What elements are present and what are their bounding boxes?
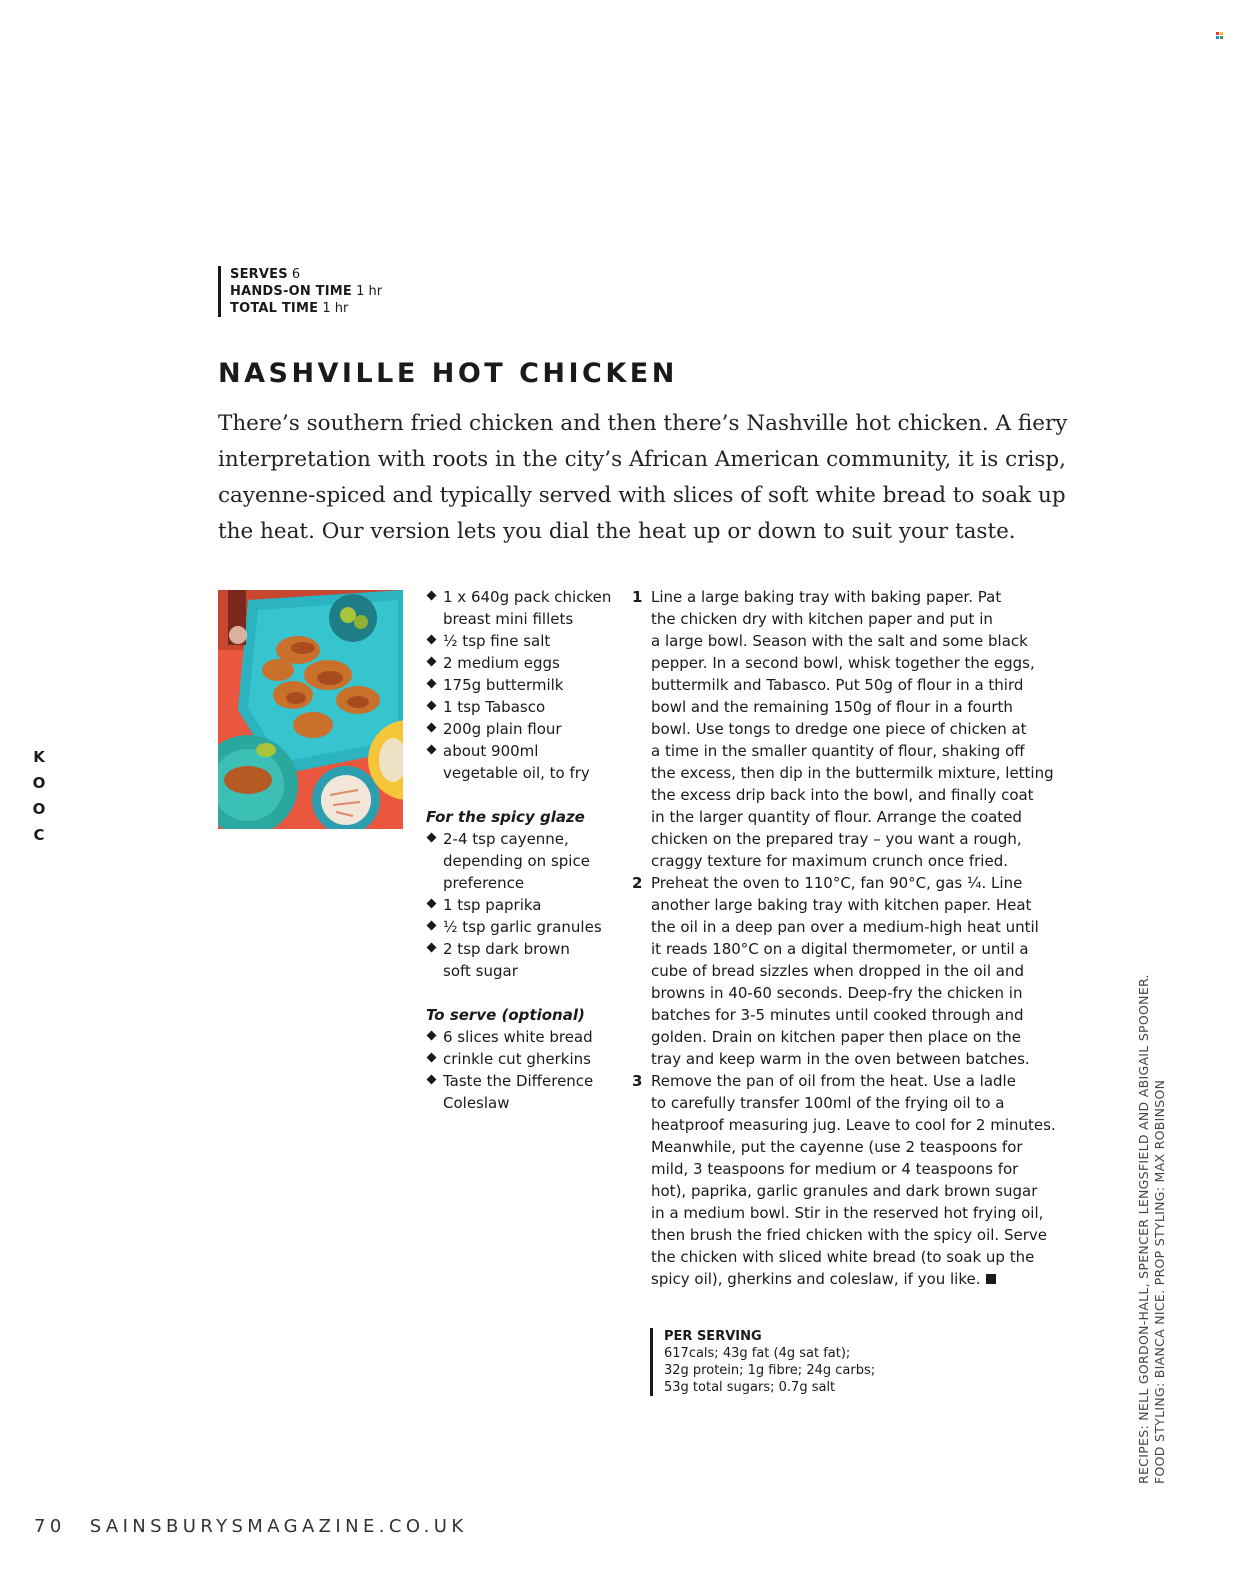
step-line: pepper. In a second bowl, whisk together the eggs,: [651, 654, 1035, 672]
recipe-intro: [218, 406, 1068, 550]
step-line: heatproof measuring jug. Leave to cool for 2 minutes.: [651, 1116, 1056, 1134]
per-serving-heading: PER SERVING: [664, 1329, 762, 1344]
credit-line: RECIPES: NELL GORDON-HALL, SPENCER LENGSFIELD AND ABIGAIL SPOONER.: [1136, 974, 1151, 1484]
step-line: golden. Drain on kitchen paper then place on the: [651, 1028, 1021, 1046]
step-line: chicken on the prepared tray – you want a rough,: [651, 830, 1022, 848]
step-number: 1: [632, 588, 643, 606]
intro-line: interpretation with roots in the city’s African American community, it is crisp,: [218, 447, 1066, 472]
recipe-info: [218, 266, 382, 317]
ingredient-item: 200g plain flour: [426, 718, 626, 740]
step-line: the excess drip back into the bowl, and finally coat: [651, 786, 1034, 804]
step-line: batches for 3-5 minutes until cooked through and: [651, 1006, 1024, 1024]
bullet-diamond-icon: [427, 833, 437, 843]
bullet-diamond-icon: [427, 657, 437, 667]
bullet-diamond-icon: [427, 679, 437, 689]
ingredient-item: 1 tsp paprika: [426, 894, 626, 916]
bullet-diamond-icon: [427, 635, 437, 645]
nutrition-line: 617cals; 43g fat (4g sat fat);: [664, 1346, 851, 1361]
bullet-diamond-icon: [427, 921, 437, 931]
step-line: Remove the pan of oil from the heat. Use a ladle: [651, 1072, 1016, 1090]
step-line: to carefully transfer 100ml of the frying oil to a: [651, 1094, 1005, 1112]
step-number: 3: [632, 1072, 643, 1090]
intro-line: cayenne-spiced and typically served with slices of soft white bread to soak up: [218, 483, 1066, 508]
glaze-heading: For the spicy glaze: [426, 808, 585, 826]
step-line: Meanwhile, put the cayenne (use 2 teaspoons for: [651, 1138, 1023, 1156]
ingredient-item: 2 tsp dark brown soft sugar: [426, 938, 626, 982]
section-label: K O O C: [32, 748, 46, 844]
step-line: spicy oil), gherkins and coleslaw, if you like.: [651, 1268, 1052, 1290]
step-line: browns in 40-60 seconds. Deep-fry the chicken in: [651, 984, 1023, 1002]
step-number: 2: [632, 874, 643, 892]
serve-heading: To serve (optional): [426, 1006, 585, 1024]
step-line: another large baking tray with kitchen paper. Heat: [651, 896, 1032, 914]
nutrition-line: 32g protein; 1g fibre; 24g carbs;: [664, 1363, 876, 1378]
ingredient-item: 175g buttermilk: [426, 674, 626, 696]
step-line: bowl. Use tongs to dredge one piece of chicken at: [651, 720, 1027, 738]
method-step: [632, 1070, 1056, 1290]
step-line: it reads 180°C on a digital thermometer, or until a: [651, 940, 1029, 958]
bullet-diamond-icon: [427, 943, 437, 953]
bullet-diamond-icon: [427, 745, 437, 755]
recipe-title: NASHVILLE HOT CHICKEN: [218, 358, 678, 389]
method-steps: [632, 586, 1056, 1290]
step-line: in the larger quantity of flour. Arrange the coated: [651, 808, 1022, 826]
nutrition-line: 53g total sugars; 0.7g salt: [664, 1380, 836, 1395]
bullet-diamond-icon: [427, 701, 437, 711]
method-step: [632, 872, 1052, 1070]
end-mark-icon: [986, 1274, 996, 1284]
step-line: the oil in a deep pan over a medium-high heat until: [651, 918, 1039, 936]
publisher-logo-mark: [1216, 32, 1223, 39]
intro-line: the heat. Our version lets you dial the heat up or down to suit your taste.: [218, 519, 1016, 544]
page-number: 70: [34, 1516, 66, 1537]
per-serving-box: [650, 1328, 875, 1396]
bullet-diamond-icon: [427, 591, 437, 601]
step-line: a time in the smaller quantity of flour, shaking off: [651, 742, 1025, 760]
step-line: tray and keep warm in the oven between batches.: [651, 1050, 1030, 1068]
ingredient-item: Taste the Difference Coleslaw: [426, 1070, 626, 1114]
bullet-diamond-icon: [427, 1031, 437, 1041]
step-line: hot), paprika, garlic granules and dark brown sugar: [651, 1182, 1038, 1200]
step-line: in a medium bowl. Stir in the reserved hot frying oil,: [651, 1204, 1044, 1222]
bullet-diamond-icon: [427, 1053, 437, 1063]
step-line: cube of bread sizzles when dropped in the oil and: [651, 962, 1024, 980]
step-line: bowl and the remaining 150g of flour in a fourth: [651, 698, 1013, 716]
method-step: [632, 586, 1052, 872]
step-line: then brush the fried chicken with the spicy oil. Serve: [651, 1226, 1047, 1244]
ingredient-item: 1 tsp Tabasco: [426, 696, 626, 718]
step-line: the excess, then dip in the buttermilk mixture, letting: [651, 764, 1054, 782]
ingredient-item: 6 slices white bread: [426, 1026, 626, 1048]
ingredient-item: 2 medium eggs: [426, 652, 626, 674]
ingredient-item: about 900ml vegetable oil, to fry: [426, 740, 626, 784]
page-footer: [34, 1516, 468, 1537]
step-line: Line a large baking tray with baking paper. Pat: [651, 588, 1002, 606]
step-line: the chicken dry with kitchen paper and put in: [651, 610, 993, 628]
step-line: mild, 3 teaspoons for medium or 4 teaspoons for: [651, 1160, 1019, 1178]
bullet-diamond-icon: [427, 1075, 437, 1085]
bullet-diamond-icon: [427, 899, 437, 909]
handson-row: HANDS-ON TIME 1 hr: [230, 284, 383, 299]
bullet-diamond-icon: [427, 723, 437, 733]
credit-line: FOOD STYLING: BIANCA NICE. PROP STYLING: MAX ROBINSON: [1152, 1079, 1167, 1484]
ingredient-item: 1 x 640g pack chicken breast mini fillets: [426, 586, 626, 630]
step-line: Preheat the oven to 110°C, fan 90°C, gas ¼. Line: [651, 874, 1023, 892]
step-line: the chicken with sliced white bread (to soak up the: [651, 1248, 1035, 1266]
ingredient-item: crinkle cut gherkins: [426, 1048, 626, 1070]
ingredient-item: ½ tsp fine salt: [426, 630, 626, 652]
photo-credits: [1136, 974, 1168, 1484]
ingredients-list: [426, 586, 626, 1114]
intro-line: There’s southern fried chicken and then there’s Nashville hot chicken. A fiery: [218, 411, 1068, 436]
step-line: a large bowl. Season with the salt and some black: [651, 632, 1028, 650]
total-row: TOTAL TIME 1 hr: [230, 301, 349, 316]
step-line: craggy texture for maximum crunch once fried.: [651, 852, 1008, 870]
website-link[interactable]: SAINSBURYSMAGAZINE.CO.UK: [89, 1516, 468, 1537]
food-photo: [218, 590, 403, 829]
ingredient-item: ½ tsp garlic granules: [426, 916, 626, 938]
step-line: buttermilk and Tabasco. Put 50g of flour in a third: [651, 676, 1024, 694]
ingredient-item: 2-4 tsp cayenne, depending on spice preference: [426, 828, 626, 894]
serves-row: SERVES 6: [230, 267, 301, 282]
